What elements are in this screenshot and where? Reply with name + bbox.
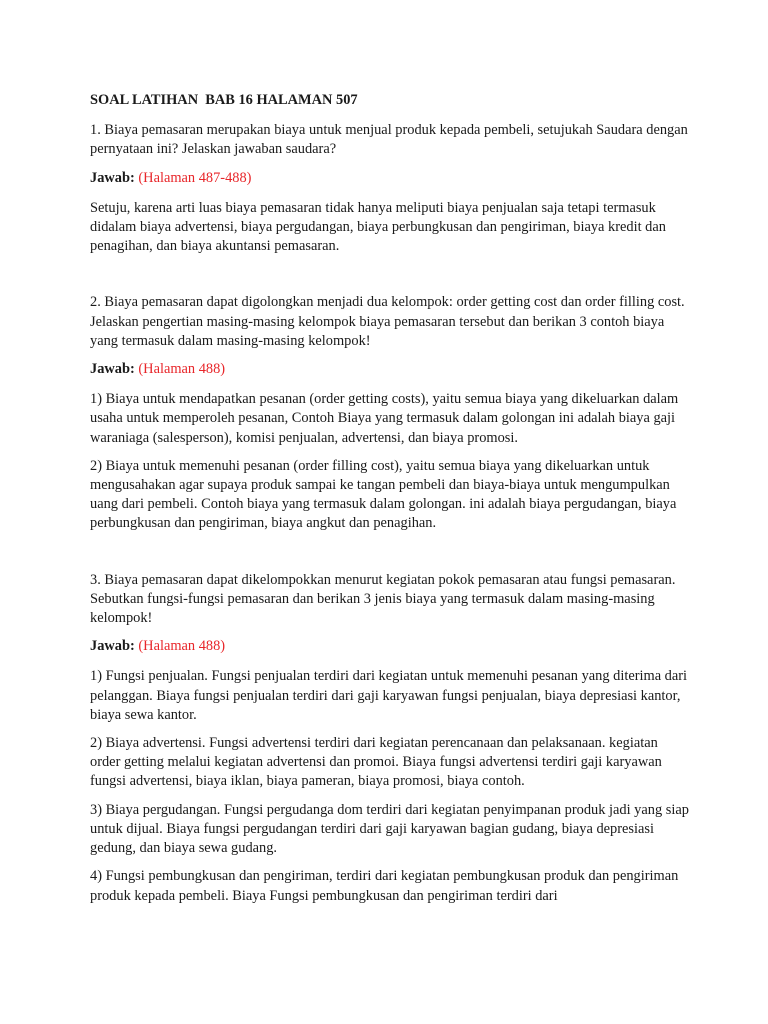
answer-heading xyxy=(90,360,690,379)
answer-heading xyxy=(90,169,690,188)
question-section-3 xyxy=(90,571,690,906)
answer-paragraph: 1) Fungsi penjualan. Fungsi penjualan terdiri dari kegiatan untuk memenuhi pesanan yang diterima dari pelanggan. Biaya fungsi penjualan terdiri dari gaji karyawan fungsi penjualan, biaya depresiasi kantor, biaya sewa kantor. xyxy=(90,668,688,723)
page-reference: (Halaman 488) xyxy=(138,361,226,378)
answer-label: Jawab: xyxy=(90,361,135,378)
question-text: 1. Biaya pemasaran merupakan biaya untuk menjual produk kepada pembeli, setujukah Saudara dengan pernyataan ini? Jelaskan jawaban saudara? xyxy=(90,122,688,158)
question-text: 3. Biaya pemasaran dapat dikelompokkan menurut kegiatan pokok pemasaran atau fungsi pemasaran. Sebutkan fungsi-fungsi pemasaran dan berikan 3 jenis biaya yang termasuk dalam masing-masing kelompok! xyxy=(90,571,676,627)
page-reference: (Halaman 487-488) xyxy=(138,169,252,186)
answer-paragraph: Setuju, karena arti luas biaya pemasaran tidak hanya meliputi biaya penjualan saja tetapi termasuk didalam biaya advertensi, biaya pergudangan, biaya perbungkusan dan pengiriman, biaya kredit dan penagihan, dan biaya akuntansi pemasaran. xyxy=(90,199,666,255)
answer-heading xyxy=(90,637,690,656)
question-section-1 xyxy=(90,121,690,256)
answer-paragraph: 2) Biaya advertensi. Fungsi advertensi terdiri dari kegiatan perencanaan dan pelaksanaan. kegiatan order getting melalui kegiatan advertensi dan promoi. Biaya fungsi advertensi terdiri gaji karyawan fungsi advertensi, biaya iklan, biaya pameran, biaya promosi, biaya contoh. xyxy=(90,735,662,790)
answer-paragraph: 4) Fungsi pembungkusan dan pengiriman, terdiri dari kegiatan pembungkusan produk dan pengiriman produk kepada pembeli. Biaya Fungsi pembungkusan dan pengiriman terdiri dari xyxy=(90,868,679,904)
answer-paragraph: 1) Biaya untuk mendapatkan pesanan (order getting costs), yaitu semua biaya yang dikeluarkan dalam usaha untuk memperoleh pesanan, Contoh Biaya yang termasuk dalam golongan ini adalah biaya gaji waraniaga (salesperson), komisi penjualan, advertensi, dan biaya promosi. xyxy=(90,391,679,446)
page-reference: (Halaman 488) xyxy=(138,638,226,655)
question-text: 2. Biaya pemasaran dapat digolongkan menjadi dua kelompok: order getting cost dan order filling cost. Jelaskan pengertian masing-masing kelompok biaya pemasaran tersebut dan berikan 3 contoh biaya yang termasuk dalam masing-masing kelompok! xyxy=(90,294,685,349)
answer-paragraph: 3) Biaya pergudangan. Fungsi pergudanga dom terdiri dari kegiatan penyimpanan produk jadi yang siap untuk dijual. Biaya fungsi pergudangan terdiri dari gaji karyawan bagian gudang, biaya depresiasi gedung, dan biaya sewa gudang. xyxy=(90,801,689,857)
section-spacer xyxy=(90,265,690,293)
answer-paragraph: 2) Biaya untuk memenuhi pesanan (order filling cost), yaitu semua biaya yang dikeluarkan untuk mengusahakan agar supaya produk sampai ke tangan pembeli dan biaya-biaya untuk mengumpulkan uang dari pembeli. Contoh biaya yang termasuk dalam golongan. ini adalah biaya pergudangan, biaya perbungkusan dan pengiriman, biaya angkut dan penagihan. xyxy=(90,457,677,532)
question-section-2 xyxy=(90,293,690,533)
answer-label: Jawab: xyxy=(90,169,135,186)
section-spacer xyxy=(90,543,690,571)
document-page xyxy=(90,91,690,915)
document-title: SOAL LATIHAN BAB 16 HALAMAN 507 xyxy=(90,92,358,108)
answer-label: Jawab: xyxy=(90,638,135,655)
